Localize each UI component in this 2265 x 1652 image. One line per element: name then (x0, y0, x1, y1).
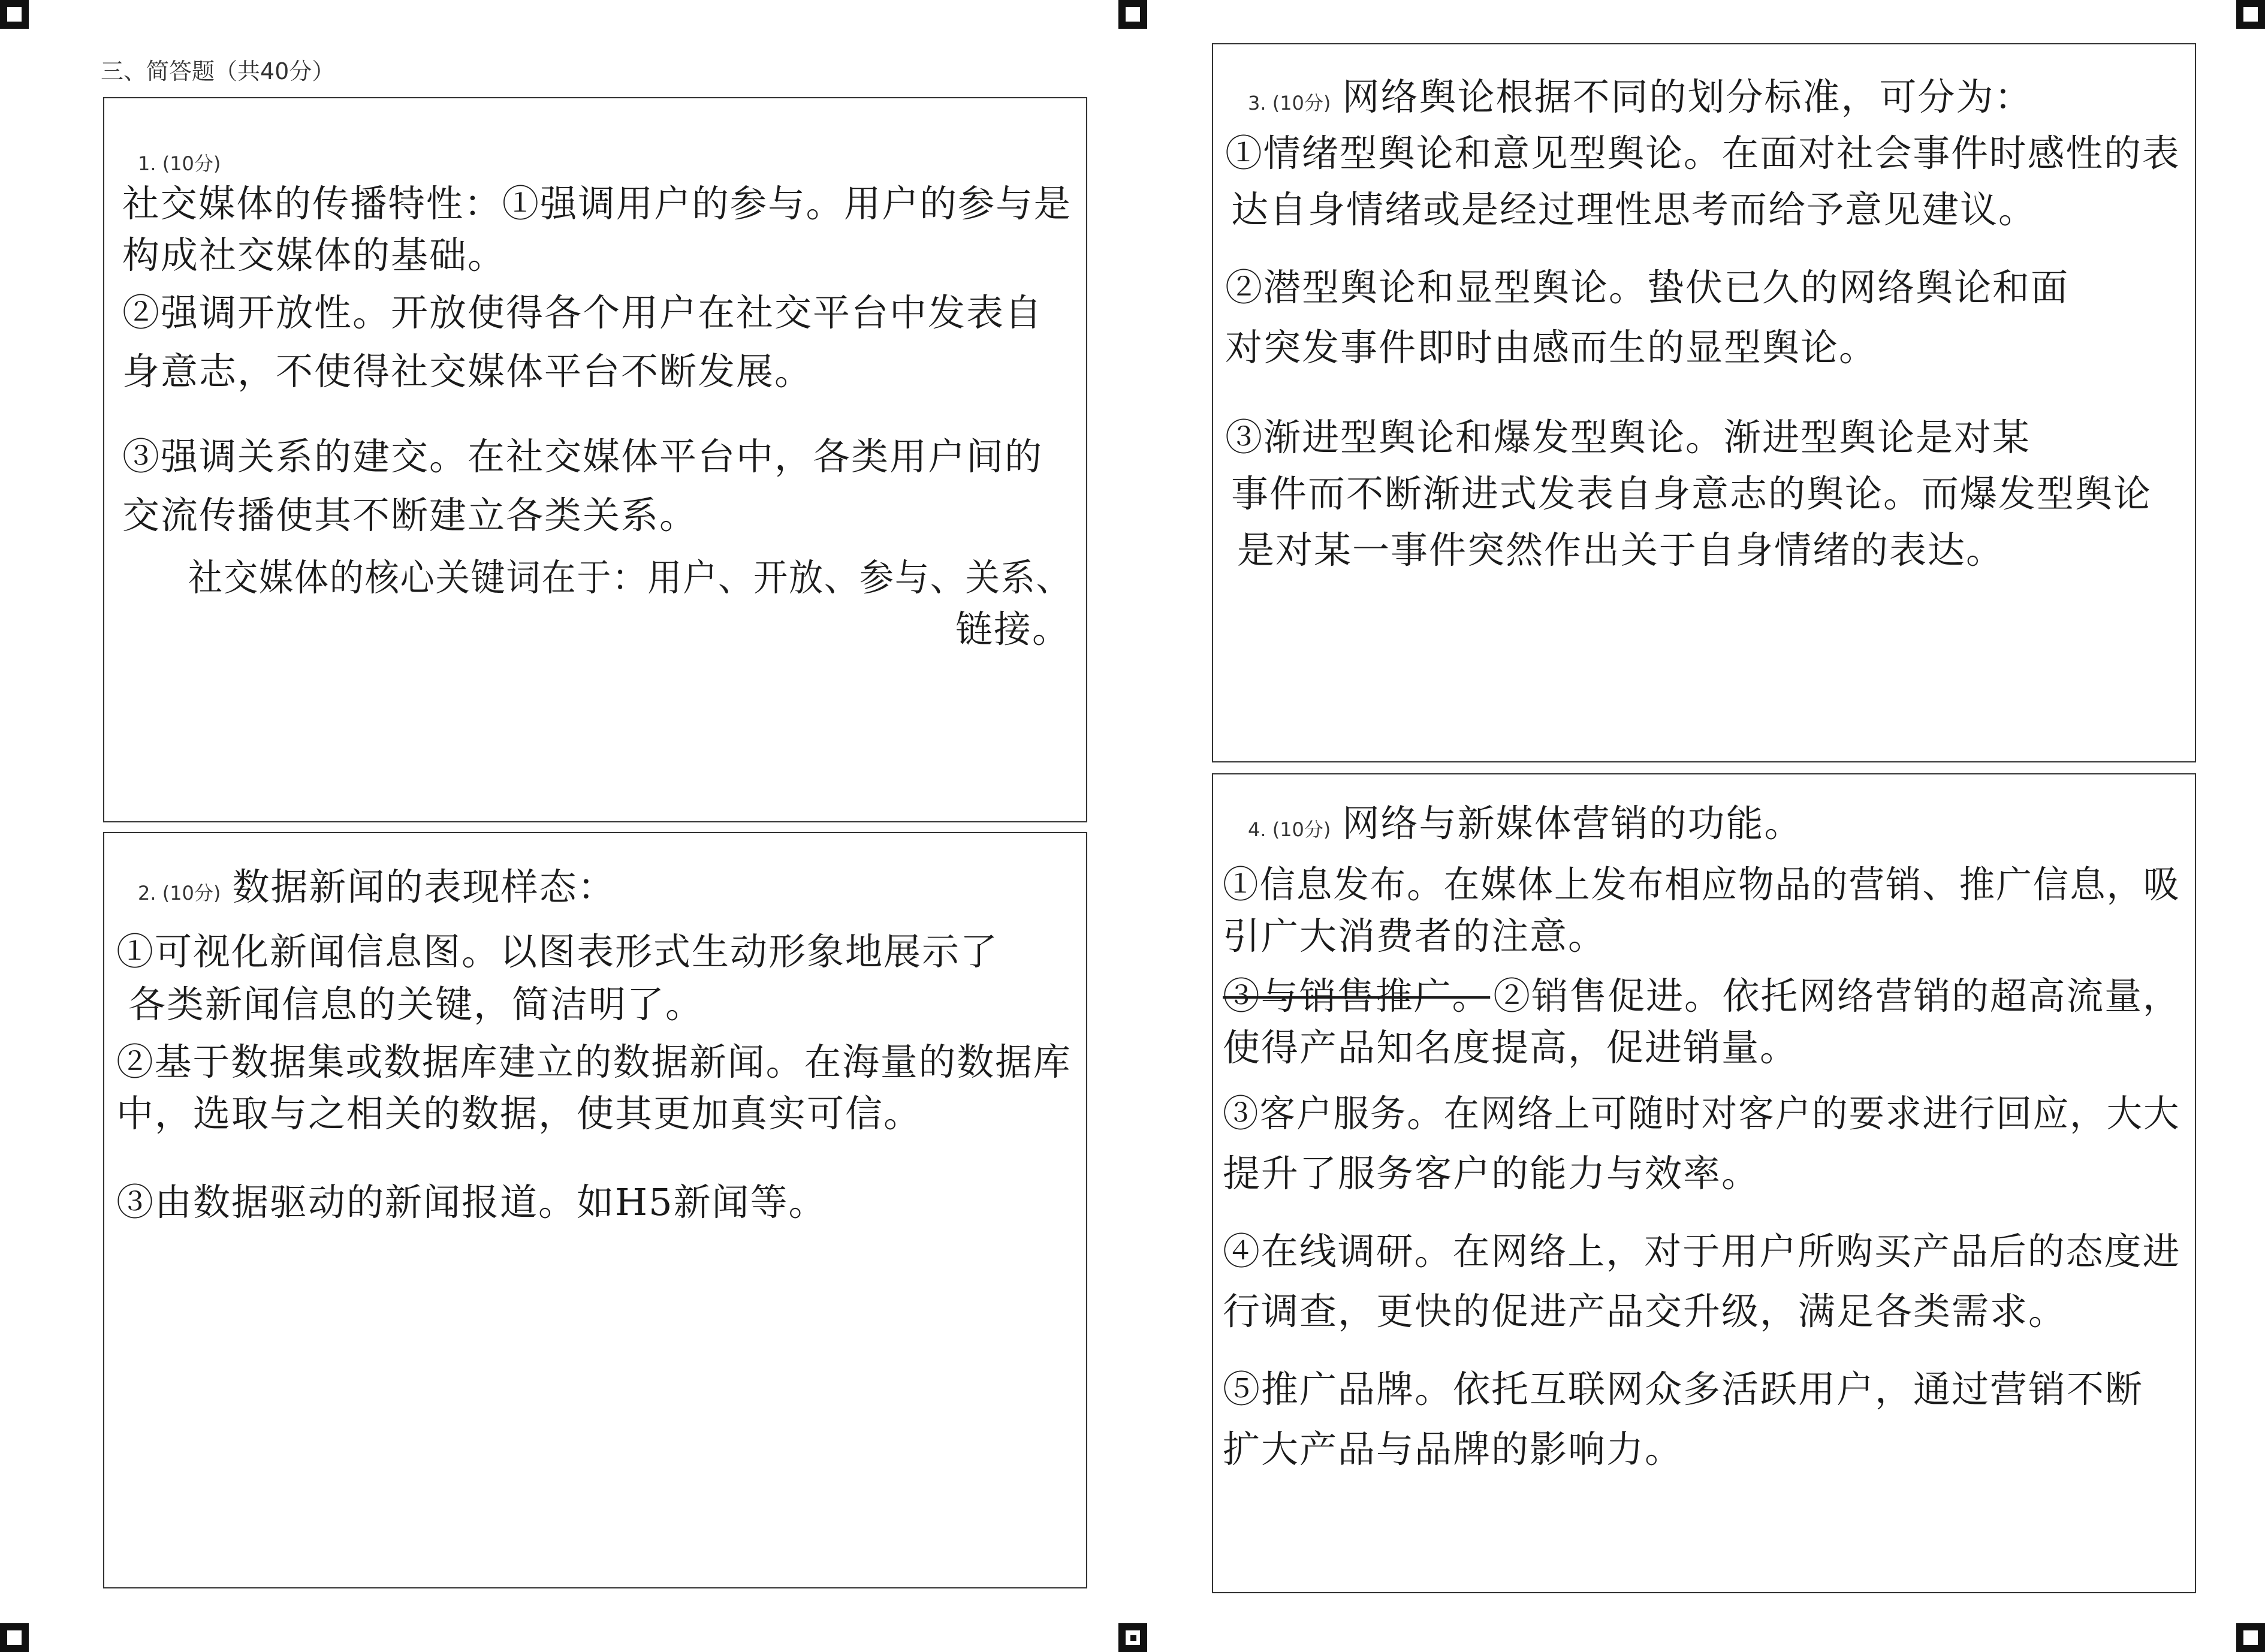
question-label: 2. (10分) (138, 882, 221, 905)
registration-marker-top-center (1118, 0, 1147, 29)
answer-line: ③客户服务。在网络上可随时对客户的要求进行回应，大大 (1223, 1092, 2180, 1135)
answer-line: ⑤推广品牌。依托互联网众多活跃用户，通过营销不断 (1223, 1367, 2144, 1411)
registration-marker-top-left (0, 0, 29, 29)
answer-line: 是对某一事件突然作出关于自身情绪的表达。 (1237, 528, 2005, 572)
registration-marker-top-right (2236, 0, 2265, 29)
answer-line: 提升了服务客户的能力与效率。 (1223, 1151, 1760, 1195)
answer-box-q3 (1212, 43, 2196, 762)
answer-box-q1 (103, 97, 1087, 822)
answer-line: ③渐进型舆论和爆发型舆论。渐进型舆论是对某 (1225, 415, 2031, 459)
answer-line: 事件而不断渐进式发表自身意志的舆论。而爆发型舆论 (1231, 472, 2152, 516)
answer-line: 身意志，不使得社交媒体平台不断发展。 (122, 349, 813, 393)
answer-line: 中，选取与之相关的数据，使其更加真实可信。 (116, 1092, 922, 1135)
answer-line: 对突发事件即时由感而生的显型舆论。 (1225, 325, 1878, 369)
answer-line: ①情绪型舆论和意见型舆论。在面对社会事件时感性的表 (1225, 131, 2180, 175)
question-label: 4. (10分) (1248, 818, 1331, 841)
registration-marker-bottom-left (0, 1623, 29, 1652)
question-title: 数据新闻的表现样态： (232, 865, 616, 909)
answer-line: 使得产品知名度提高，促进销量。 (1223, 1026, 1799, 1069)
question-title: 网络舆论根据不同的划分标准，可分为： (1342, 75, 2033, 119)
answer-line: ②潜型舆论和显型舆论。蛰伏已久的网络舆论和面 (1225, 266, 2070, 309)
answer-line: ①信息发布。在媒体上发布相应物品的营销、推广信息，吸 (1223, 863, 2180, 906)
question-label: 3. (10分) (1248, 92, 1331, 114)
answer-line: ②强调开放性。开放使得各个用户在社交平台中发表自 (122, 291, 1043, 334)
struck-out-text: ③与销售推广。 (1223, 974, 1491, 1018)
answer-line: ②基于数据集或数据库建立的数据新闻。在海量的数据库 (116, 1040, 1072, 1084)
answer-line: 引广大消费者的注意。 (1223, 914, 1607, 958)
answer-line: 扩大产品与品牌的影响力。 (1223, 1427, 1684, 1471)
answer-line: 社交媒体的核心关键词在于：用户、开放、参与、关系、 (188, 556, 1072, 599)
answer-line: 构成社交媒体的基础。 (122, 233, 506, 277)
answer-line: ③强调关系的建交。在社交媒体平台中，各类用户间的 (122, 435, 1043, 478)
registration-marker-bottom-right (2236, 1623, 2265, 1652)
answer-line: 各类新闻信息的关键，简洁明了。 (128, 982, 704, 1026)
section-title: 三、简答题（共40分） (101, 58, 335, 85)
answer-line: 社交媒体的传播特性：①强调用户的参与。用户的参与是 (122, 182, 1072, 225)
answer-line: ④在线调研。在网络上，对于用户所购买产品后的态度进 (1223, 1229, 2181, 1273)
registration-marker-bottom-center (1118, 1623, 1147, 1652)
answer-line: 行调查，更快的促进产品交升级，满足各类需求。 (1223, 1289, 2067, 1333)
answer-line: ③由数据驱动的新闻报道。如H5新闻等。 (116, 1180, 827, 1224)
question-title: 网络与新媒体营销的功能。 (1342, 801, 1803, 845)
answer-line: 交流传播使其不断建立各类关系。 (122, 493, 698, 537)
answer-line: 链接。 (955, 607, 1071, 651)
answer-box-q4 (1212, 773, 2196, 1593)
answer-box-q2 (103, 832, 1087, 1588)
answer-line: ①可视化新闻信息图。以图表形式生动形象地展示了 (116, 930, 999, 973)
answer-line: 达自身情绪或是经过理性思考而给予意见建议。 (1231, 188, 2037, 231)
question-label: 1. (10分) (138, 152, 221, 175)
answer-line: ②销售促进。依托网络营销的超高流量， (1493, 974, 2181, 1018)
